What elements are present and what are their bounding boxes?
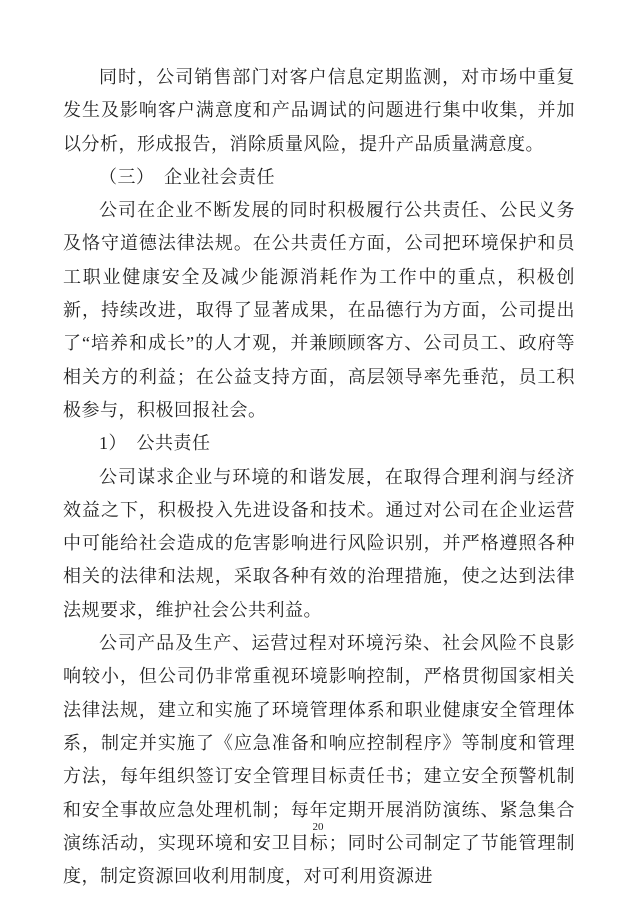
paragraph-environment-management-systems: 公司产品及生产、运营过程对环境污染、社会风险不良影响较小，但公司仍非常重视环境影响控制，严格贯彻国家相关法律法规，建立和实施了环境管理体系和职业健康安全管理体系，制定并实施了《应急准备和响应控制程序》等制度和管理方法，每年组织签订安全管理目标责任书；建立安全预警机制和安全事故应急处理机制；每年定期开展消防演练、紧急集合演练活动，实现环境和安卫目标；同时公司制定了节能管理制度，制定资源回收利用制度，对可利用资源进 — [63, 633, 575, 887]
paragraph-csr-overview: 公司在企业不断发展的同时积极履行公共责任、公民义务及恪守道德法律法规。在公共责任方面，公司把环境保护和员工职业健康安全及减少能源消耗作为工作中的重点，积极创新，持续改进，取得了显著成果，在品德行为方面，公司提出了“培养和成长”的人才观，并兼顾顾客方、公司员工、政府等相关方的利益；在公益支持方面，高层领导率先垂范，员工积极参与，积极回报社会。 — [63, 200, 575, 420]
page-number: 20 — [312, 821, 324, 833]
paragraph-customer-info-monitoring: 同时，公司销售部门对客户信息定期监测，对市场中重复发生及影响客户满意度和产品调试的问题进行集中收集，并加以分析，形成报告，消除质量风险，提升产品质量满意度。 — [63, 67, 575, 154]
paragraph-environment-harmony: 公司谋求企业与环境的和谐发展，在取得合理利润与经济效益之下，积极投入先进设备和技术。通过对公司在企业运营中可能给社会造成的危害影响进行风险识别，并严格遵照各种相关的法律和法规，采取各种有效的治理措施，使之达到法律法规要求，维护社会公共利益。 — [63, 466, 575, 620]
section-heading-corporate-social-responsibility: （三） 企业社会责任 — [99, 166, 275, 187]
subsection-heading-public-responsibility: 1） 公共责任 — [99, 433, 211, 454]
